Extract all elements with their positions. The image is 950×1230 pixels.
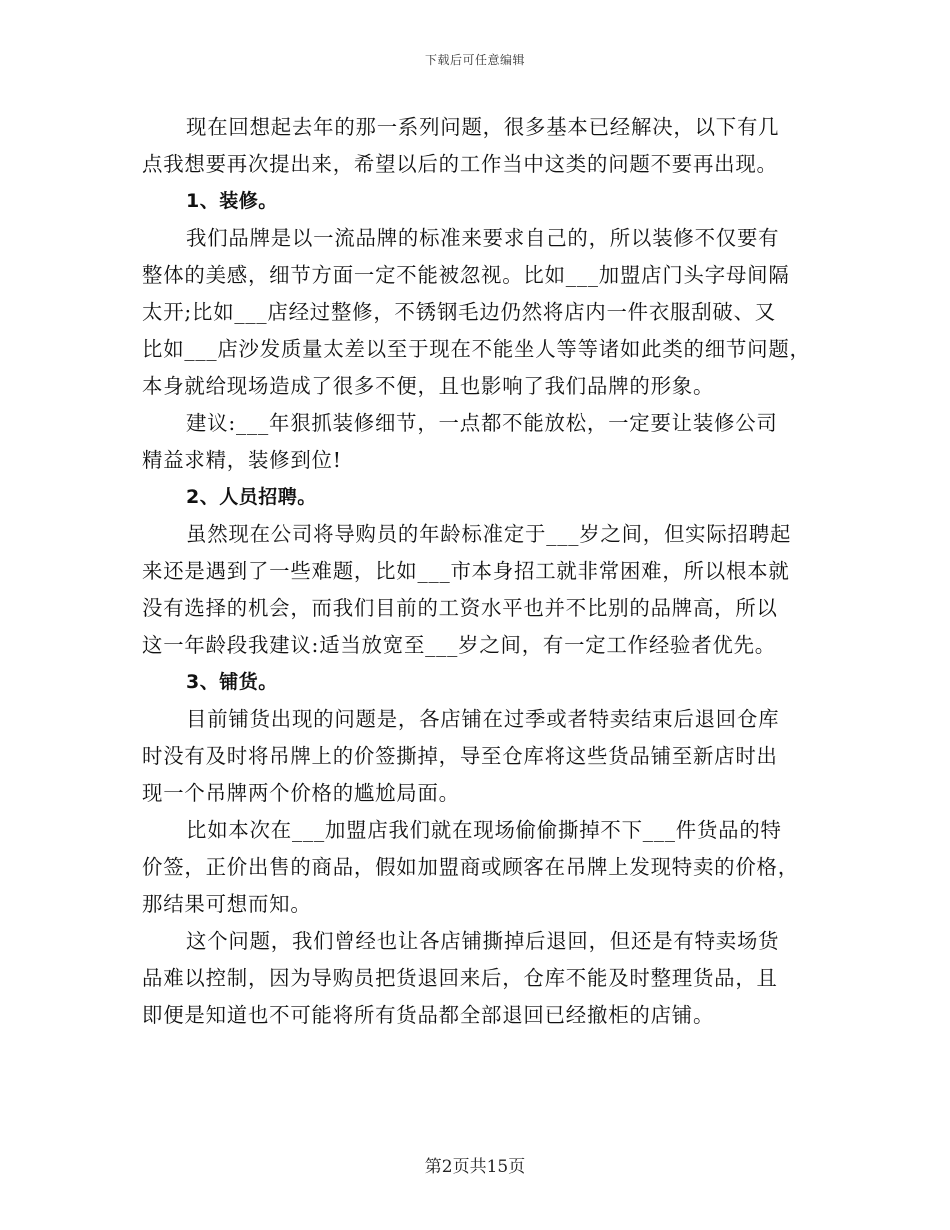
paragraph-line: 整体的美感，细节方面一定不能被忽视。比如___加盟店门头字母间隔 [142,263,790,287]
paragraph-line: 品难以控制，因为导购员把货退回来后，仓库不能及时整理货品，且 [142,966,778,990]
paragraph-line: 现在回想起去年的那一系列问题，很多基本已经解决，以下有几 [186,115,780,139]
paragraph-line: 目前铺货出现的问题是，各店铺在过季或者特卖结束后退回仓库 [186,707,780,731]
paragraph-line: 本身就给现场造成了很多不便，且也影响了我们品牌的形象。 [142,374,715,398]
paragraph-line: 价签，正价出售的商品，假如加盟商或顾客在吊牌上发现特卖的价格， [142,855,799,879]
paragraph-line: 现一个吊牌两个价格的尴尬局面。 [142,781,460,805]
paragraph-line: 即便是知道也不可能将所有货品都全部退回已经撤柜的店铺。 [142,1003,715,1027]
paragraph-line: 那结果可想而知。 [142,892,312,916]
paragraph-line: 太开;比如___店经过整修，不锈钢毛边仍然将店内一件衣服刮破、又 [142,300,776,324]
paragraph-line: 这一年龄段我建议:适当放宽至___岁之间，有一定工作经验者优先。 [142,633,776,657]
paragraph-line: 我们品牌是以一流品牌的标准来要求自己的，所以装修不仅要有 [186,226,780,250]
paragraph-line: 这个问题，我们曾经也让各店铺撕掉后退回，但还是有特卖场货 [186,929,780,953]
paragraph-line: 虽然现在公司将导购员的年龄标准定于___岁之间，但实际招聘起 [186,522,792,546]
paragraph-line: 比如___店沙发质量太差以至于现在不能坐人等等诸如此类的细节问题， [142,337,811,361]
section-heading: 1、装修。 [186,190,278,212]
section-heading: 2、人员招聘。 [186,486,317,508]
page-number: 第2页共15页 [424,1157,526,1177]
paragraph-line: 点我想要再次提出来，希望以后的工作当中这类的问题不要再出现。 [142,152,778,176]
page-header-note: 下载后可任意编辑 [424,53,525,67]
document-body [142,109,822,1034]
paragraph-line: 精益求精，装修到位! [142,448,342,472]
paragraph-line: 没有选择的机会，而我们目前的工资水平也并不比别的品牌高，所以 [142,596,778,620]
paragraph-line: 比如本次在___加盟店我们就在现场偷偷撕掉不下___件货品的特 [186,818,782,842]
paragraph-line: 时没有及时将吊牌上的价签撕掉，导至仓库将这些货品铺至新店时出 [142,744,778,768]
section-heading: 3、铺货。 [186,671,278,693]
paragraph-line: 来还是遇到了一些难题，比如___市本身招工就非常困难，所以根本就 [142,559,790,583]
paragraph-line: 建议:___年狠抓装修细节，一点都不能放松，一定要让装修公司 [186,411,778,435]
